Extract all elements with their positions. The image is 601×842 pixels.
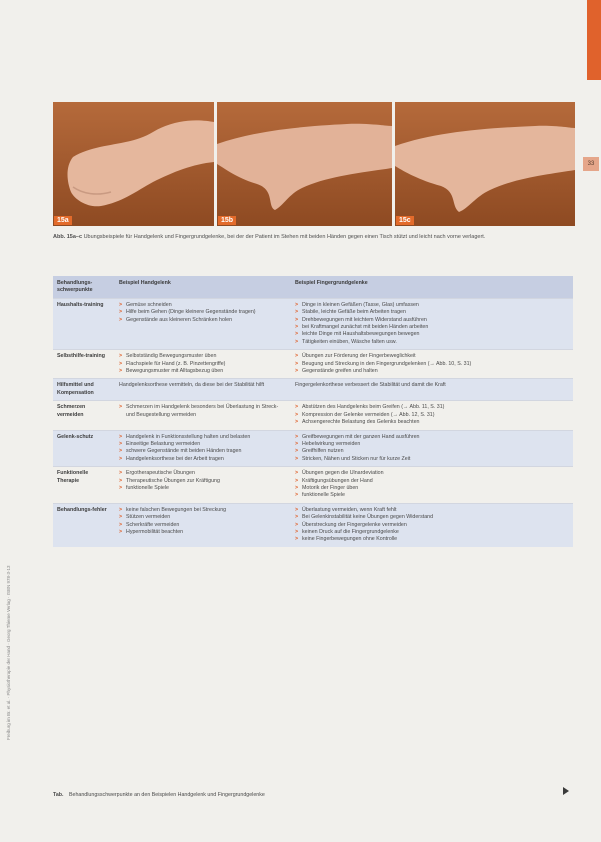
table-row xyxy=(53,298,573,349)
figure-label-15c: 15c xyxy=(396,216,414,225)
list-item: > bei Kraftmangel zunächst mit beiden Händen arbeiten xyxy=(295,324,569,331)
list-item: > Übungen zur Förderung der Fingerbeweglichkeit xyxy=(295,353,569,360)
list-item: > Scherkräfte vermeiden xyxy=(119,522,287,529)
list-item: > Achsengerechte Belastung des Gelenks beachten xyxy=(295,419,569,426)
cell-wrist xyxy=(115,401,291,430)
bullet-list xyxy=(295,507,569,544)
hand-photo-15b xyxy=(217,102,392,226)
table-header-row xyxy=(53,276,573,298)
list-item: > Hebelwirkung vermeiden xyxy=(295,441,569,448)
bullet-list xyxy=(119,404,287,419)
table-body xyxy=(53,298,573,546)
list-item: > Hilfe beim Gehen (Dinge kleinere Gegenstände tragen) xyxy=(119,309,287,316)
figure-label-15b: 15b xyxy=(218,216,236,225)
side-page-number: 33 xyxy=(583,157,599,171)
list-item: > funktionelle Spiele xyxy=(119,485,287,492)
cell-finger-joints xyxy=(291,379,573,401)
list-item: > Gegenstände aus kleineren Schränken holen xyxy=(119,317,287,324)
table-caption-label: Tab. xyxy=(53,792,64,798)
cell-finger-joints xyxy=(291,430,573,467)
cell-finger-joints xyxy=(291,467,573,504)
treatment-table xyxy=(53,276,573,547)
cell-text: Fingergelenkorthese verbessert die Stabilität und damit die Kraft xyxy=(295,382,446,389)
list-item: > Ergotherapeutische Übungen xyxy=(119,470,287,477)
hand-photo-15a xyxy=(53,102,214,226)
cell-wrist xyxy=(115,298,291,349)
list-item: > Überlastung vermeiden, wenn Kraft fehlt xyxy=(295,507,569,514)
list-item: > Greifbewegungen mit der ganzen Hand ausführen xyxy=(295,434,569,441)
table-row xyxy=(53,503,573,547)
bullet-list xyxy=(119,434,287,464)
row-category: Funktionelle Therapie xyxy=(57,470,89,484)
list-item: > Drehbewegungen mit leichtem Widerstand ausführen xyxy=(295,317,569,324)
cell-wrist xyxy=(115,503,291,547)
bullet-list xyxy=(295,302,569,346)
list-item: > schwere Gegenstände mit beiden Händen tragen xyxy=(119,448,287,455)
cell-wrist xyxy=(115,467,291,504)
cell-finger-joints xyxy=(291,350,573,379)
bullet-list xyxy=(295,404,569,426)
list-item: > Motorik der Finger üben xyxy=(295,485,569,492)
figure-photos xyxy=(53,102,575,226)
photo-15c xyxy=(395,102,575,226)
list-item: > Hypermobilität beachten xyxy=(119,529,287,536)
list-item: > Gegenstände greifen und halten xyxy=(295,368,569,375)
list-item: > Handgelenksorthese bei der Arbeit tragen xyxy=(119,456,287,463)
list-item: > keinen Druck auf die Fingergrundgelenke xyxy=(295,529,569,536)
row-category: Gelenk-schutz xyxy=(53,430,115,467)
cell-finger-joints xyxy=(291,298,573,349)
cell-wrist xyxy=(115,430,291,467)
cell-wrist xyxy=(115,379,291,401)
list-item: > Therapeutische Übungen zur Kräftigung xyxy=(119,478,287,485)
photo-15b xyxy=(217,102,392,226)
list-item: > keine Fingerbewegungen ohne Kontrolle xyxy=(295,536,569,543)
photo-15a xyxy=(53,102,214,226)
list-item: > Einseitige Belastung vermeiden xyxy=(119,441,287,448)
bullet-list xyxy=(119,470,287,492)
bullet-list xyxy=(295,353,569,375)
table-row xyxy=(53,350,573,379)
list-item: > Stricken, Nähen und Sticken nur für kurze Zeit xyxy=(295,456,569,463)
cell-finger-joints xyxy=(291,401,573,430)
table-row xyxy=(53,467,573,504)
table-row xyxy=(53,430,573,467)
bullet-list xyxy=(295,434,569,464)
list-item: > Abstützen des Handgelenks beim Greifen (→ Abb. 11, S. 31) xyxy=(295,404,569,411)
next-page-arrow-icon xyxy=(563,787,569,795)
bullet-list xyxy=(119,353,287,375)
list-item: > Bewegungsmuster mit Alltagsbezug üben xyxy=(119,368,287,375)
list-item: > Handgelenk in Funktionsstellung halten und belasten xyxy=(119,434,287,441)
bullet-list xyxy=(119,302,287,324)
list-item: > funktionelle Spiele xyxy=(295,492,569,499)
list-item: > Dinge in kleinen Gefäßen (Tasse, Glas) umfassen xyxy=(295,302,569,309)
row-category: Selbsthilfe-training xyxy=(57,353,105,360)
row-category: Behandlungs-fehler xyxy=(53,503,115,547)
list-item: > Kompression der Gelenke vermeiden (→ Abb. 12, S. 31) xyxy=(295,412,569,419)
table-caption-text: Behandlungsschwerpunkte an den Beispielen Handgelenk und Fingergrundgelenke xyxy=(68,792,265,798)
figure-caption-label: Abb. 15a–c xyxy=(53,234,83,240)
list-item: > Schmerzen im Handgelenk besonders bei Überlastung in Streck- und Beugestellung vermeiden xyxy=(119,404,287,419)
list-item: > Greifhilfen nutzen xyxy=(295,448,569,455)
row-category: Hilfsmittel und Kompensation xyxy=(53,379,115,401)
hand-photo-15c xyxy=(395,102,575,226)
row-category: Schmerzen vermeiden xyxy=(57,404,86,418)
cell-text: Handgelenksorthese vermitteln, da diese bei der Stabilität hilft xyxy=(119,382,265,389)
list-item: > Stabile, leichte Gefäße beim Arbeiten tragen xyxy=(295,309,569,316)
list-item: > leichte Dinge mit Haushaltsbewegungen bewegen xyxy=(295,331,569,338)
list-item: > Stützen vermeiden xyxy=(119,514,287,521)
bullet-list xyxy=(295,470,569,500)
chapter-tab xyxy=(587,0,601,80)
header-finger-joints: Beispiel Fingergrundgelenke xyxy=(291,276,573,298)
list-item: > Überstreckung der Fingergelenke vermeiden xyxy=(295,522,569,529)
side-imprint-text: Freiburg im Br. et al. · Physiotherapie der Hand · Georg Thieme Verlag · ISBN 978-3-13 xyxy=(6,565,11,740)
list-item: > Gemüse schneiden xyxy=(119,302,287,309)
header-wrist: Beispiel Handgelenk xyxy=(115,276,291,298)
list-item: > keine falschen Bewegungen bei Streckung xyxy=(119,507,287,514)
list-item: > Flachspiele für Hand (z. B. Pinzettengriffe) xyxy=(119,361,287,368)
header-category: Behandlungs-schwerpunkte xyxy=(53,276,115,298)
list-item: > Tätigkeiten einüben, Wäsche falten usw. xyxy=(295,339,569,346)
list-item: > Übungen gegen die Ulnardeviation xyxy=(295,470,569,477)
table-row xyxy=(53,401,573,430)
figure-label-15a: 15a xyxy=(54,216,72,225)
list-item: > Beugung und Streckung in den Fingergrundgelenken (→ Abb. 10, S. 31) xyxy=(295,361,569,368)
list-item: > Bei Gelenkinstabilität keine Übungen gegen Widerstand xyxy=(295,514,569,521)
table-caption xyxy=(53,792,573,798)
cell-finger-joints xyxy=(291,503,573,547)
cell-wrist xyxy=(115,350,291,379)
list-item: > Selbstständig Bewegungsmuster üben xyxy=(119,353,287,360)
list-item: > Kräftigungsübungen der Hand xyxy=(295,478,569,485)
figure-caption-text: Übungsbeispiele für Handgelenk und Fingergrundgelenke, bei der der Patient im Stehen mit beiden Händen gegen einen Tisch stützt und leicht nach vorne verlagert. xyxy=(83,234,486,240)
row-category: Haushalts-training xyxy=(53,298,115,349)
figure-caption xyxy=(53,234,573,240)
bullet-list xyxy=(119,507,287,537)
table-row xyxy=(53,379,573,401)
